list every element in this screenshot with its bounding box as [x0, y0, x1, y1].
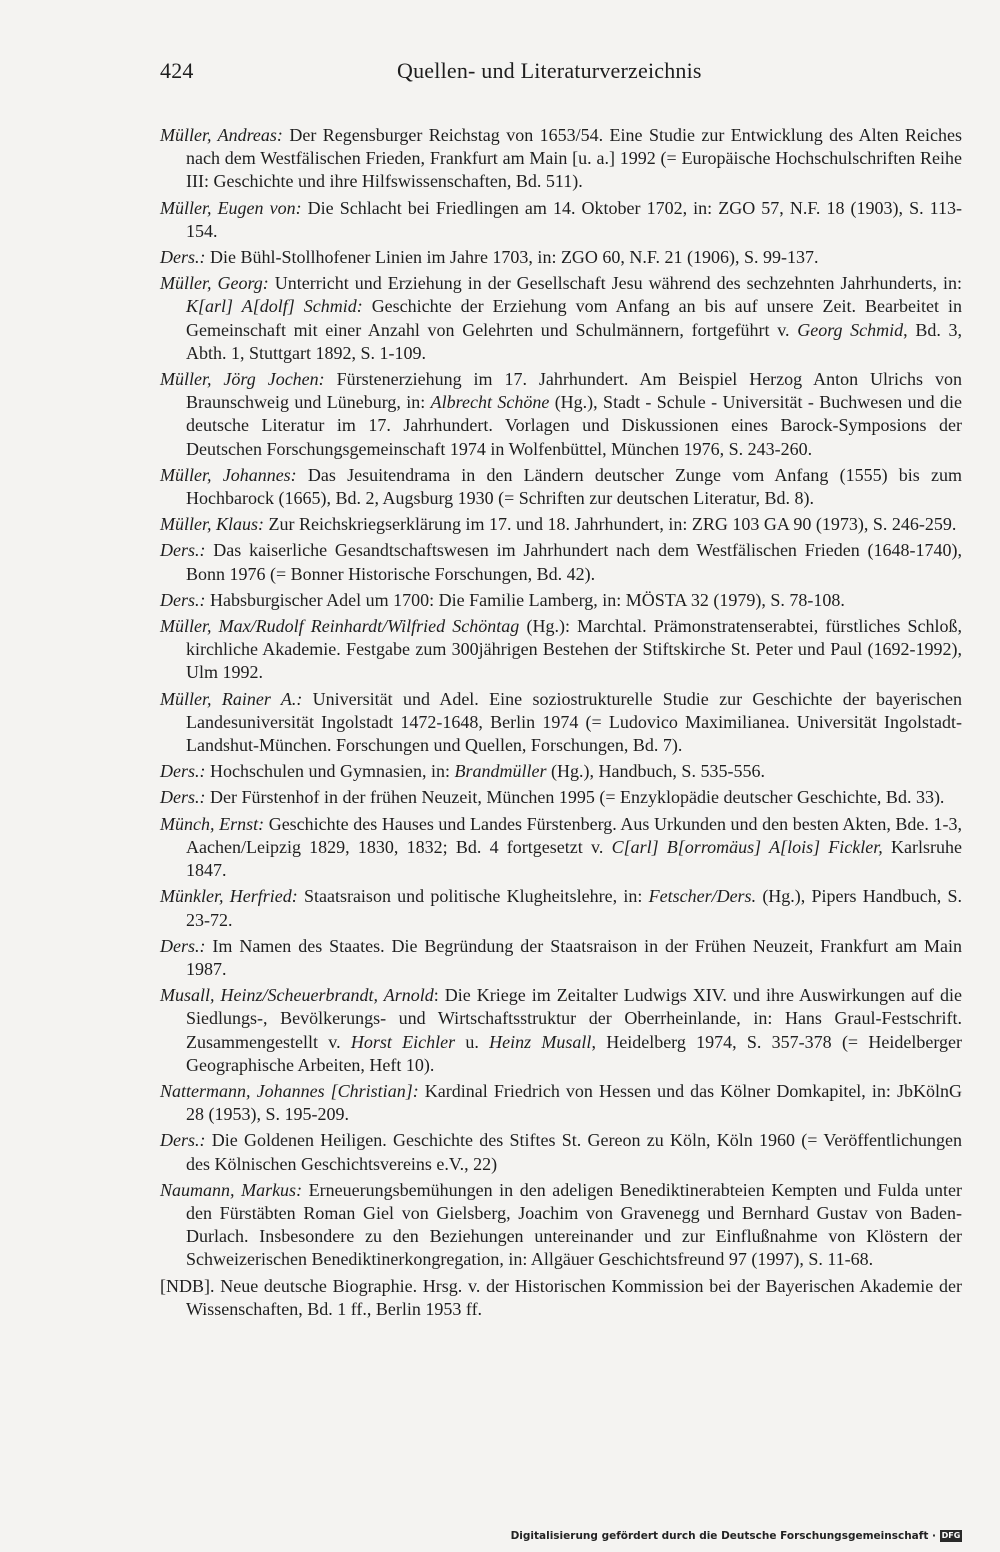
entry-text: , Bd. 3, Abth. 1, Stuttgart 1892, S. 1-109. — [186, 319, 962, 363]
entry-italic-ref: Fetscher/Ders. — [648, 886, 757, 907]
entry-author: Müller, Max/Rudolf Reinhardt/Wilfried Schöntag — [160, 616, 520, 637]
bibliography-entry — [160, 1129, 962, 1175]
entry-text: Die Bühl-Stollhofener Linien im Jahre 1703, in: ZGO 60, N.F. 21 (1906), S. 99-137. — [205, 247, 819, 268]
entry-italic-ref: C[arl] B[orromäus] A[lois] Fickler, — [611, 836, 883, 857]
bibliography-entry — [160, 760, 962, 783]
entry-text: (Hg.), Handbuch, S. 535-556. — [546, 761, 765, 782]
entry-author: Ders.: — [160, 589, 206, 610]
entry-author: Ders.: — [160, 1130, 206, 1151]
bibliography-entry — [160, 1080, 962, 1126]
entry-text: Fürstenerziehung im 17. Jahrhundert. Am Beispiel Herzog Anton Ulrichs von Braunschweig und Lüneburg, in: — [186, 369, 962, 413]
entry-text: Zur Reichskriegserklärung im 17. und 18. Jahrhundert, in: ZRG 103 GA 90 (1973), S. 246-259. — [264, 514, 957, 535]
entry-text: : Die Kriege im Zeitalter Ludwigs XIV. und ihre Auswirkungen auf die Siedlungs-, Bevölkerungs- und Wirtschaftsstruktur der Oberrheinlande, in: Hans Graul-Festschrift. Zusammengestellt v. — [186, 985, 962, 1052]
entry-text: Habsburgischer Adel um 1700: Die Familie Lamberg, in: MÖSTA 32 (1979), S. 78-108. — [205, 589, 845, 610]
bibliography-entry — [160, 368, 962, 461]
bibliography-entry — [160, 464, 962, 510]
bibliography-entry — [160, 786, 962, 809]
entry-text: Die Schlacht bei Friedlingen am 14. Oktober 1702, in: ZGO 57, N.F. 18 (1903), S. 113-154. — [186, 197, 963, 241]
entry-author: Müller, Georg: — [160, 273, 269, 294]
entry-author: Münch, Ernst: — [160, 813, 265, 834]
bibliography-entry — [160, 197, 962, 243]
entry-author: Nattermann, Johannes [Christian]: — [160, 1080, 419, 1101]
entry-italic-ref: Heinz Musall — [489, 1031, 592, 1052]
bibliography-entry — [160, 885, 962, 931]
page-number: 424 — [160, 58, 194, 83]
entry-text: Universität und Adel. Eine soziostrukturelle Studie zur Geschichte der bayerischen Landesuniversität Ingolstadt 1472-1648, Berlin 1974 (= Ludovico Maximilianea. Universität Ingolstadt-Landshut-München. Forschungen und Quellen, Forschungen, Bd. 7). — [186, 688, 962, 756]
entry-italic-ref: Brandmüller — [454, 761, 547, 782]
bibliography-entry — [160, 984, 962, 1077]
entry-text: (Hg.), Stadt - Schule - Universität - Buchwesen und die deutsche Literatur im 17. Jahrhundert. Vorlagen und Diskussionen eines Barock-Symposions der Deutschen Forschungsgemeinschaft 1974 in Wolfenbüttel, München 1976, S. 243-260. — [186, 392, 962, 459]
bibliography-entry — [160, 589, 962, 612]
entry-author: Müller, Andreas: — [160, 125, 283, 145]
entry-author: Müller, Klaus: — [160, 514, 265, 535]
digitization-credit — [511, 1530, 962, 1542]
entry-text: Staatsraison und politische Klugheitslehre, in: — [297, 886, 649, 907]
entry-text: Das kaiserliche Gesandtschaftswesen im Jahrhundert nach dem Westfälischen Frieden (1648-1740), Bonn 1976 (= Bonner Historische Forschungen, Bd. 42). — [186, 540, 962, 584]
entry-text: Kardinal Friedrich von Hessen und das Kölner Domkapitel, in: JbKölnG 28 (1953), S. 195-209. — [186, 1080, 962, 1125]
bibliography-entry — [160, 1179, 962, 1272]
bibliography-entry — [160, 615, 962, 685]
entry-text: Erneuerungsbemühungen in den adeligen Benediktinerabteien Kempten und Fulda unter den Fürstäbten Roman Giel von Gielsberg, Joachim von Gravenegg und Bernhard Gustav von Baden-Durlach. Insbesondere zu den Beziehungen untereinander und zur Einflußnahme von Klöstern der Schweizerischen Benediktinerkongregation, in: Allgäuer Geschichtsfreund 97 (1997), S. 11-68. — [186, 1179, 962, 1270]
entry-italic-ref: K[arl] A[dolf] Schmid: — [186, 296, 363, 317]
bibliography-entry — [160, 813, 962, 883]
entry-text: Unterricht und Erziehung in der Gesellschaft Jesu während des sechzehnten Jahrhunderts, in: — [268, 273, 962, 294]
entry-text: Die Goldenen Heiligen. Geschichte des Stiftes St. Gereon zu Köln, Köln 1960 (= Veröffentlichungen des Kölnischen Geschichtsvereins e.V., 22) — [186, 1130, 962, 1174]
entry-author: Ders.: — [160, 540, 206, 561]
entry-author: Ders.: — [160, 247, 206, 268]
bibliography-entry — [160, 513, 962, 536]
entry-text: Geschichte des Hauses und Landes Fürstenberg. Aus Urkunden und den besten Akten, Bde. 1-3, Aachen/Leipzig 1829, 1830, 1832; Bd. 4 fortgesetzt v. — [186, 813, 962, 857]
entry-text: Der Regensburger Reichstag von 1653/54. Eine Studie zur Entwicklung des Alten Reiches nach dem Westfälischen Frieden, Frankfurt am Main [u. a.] 1992 (= Europäische Hochschulschriften Reihe III: Geschichte und ihre Hilfswissenschaften, Bd. 511). — [186, 125, 962, 192]
entry-text: Das Jesuitendrama in den Ländern deutscher Zunge vom Anfang (1555) bis zum Hochbarock (1665), Bd. 2, Augsburg 1930 (= Schriften zur deutschen Literatur, Bd. 8). — [186, 464, 962, 509]
entry-text: (Hg.), Pipers Handbuch, S. 23-72. — [186, 886, 963, 930]
entry-text: Karlsruhe 1847. — [186, 836, 962, 881]
bibliography-entry — [160, 935, 962, 981]
bibliography-entry — [160, 124, 962, 194]
dfg-logo-icon: DFG — [941, 1531, 961, 1540]
entry-text: [NDB]. Neue deutsche Biographie. Hrsg. v. der Historischen Kommission bei der Bayerischen Akademie der Wissenschaften, Bd. 1 ff., Berlin 1953 ff. — [160, 1275, 962, 1319]
entry-author: Müller, Rainer A.: — [160, 688, 303, 709]
bibliography-entry — [160, 272, 962, 365]
bibliography-entry — [160, 688, 962, 758]
entry-text: u. — [455, 1031, 490, 1052]
entry-italic-ref: Albrecht Schöne — [430, 392, 550, 413]
entry-author: Müller, Eugen von: — [160, 197, 302, 218]
entry-author: Naumann, Markus: — [160, 1179, 303, 1200]
entry-author: Münkler, Herfried: — [160, 886, 298, 907]
entry-author: Ders.: — [160, 787, 206, 808]
entry-text: , Heidelberg 1974, S. 357-378 (= Heidelberger Geographische Arbeiten, Heft 10). — [186, 1031, 962, 1075]
entry-text: Der Fürstenhof in der frühen Neuzeit, München 1995 (= Enzyklopädie deutscher Geschichte, Bd. 33). — [205, 787, 945, 808]
bibliography-entry — [160, 246, 962, 269]
entry-author: Ders.: — [160, 761, 206, 782]
bibliography-entry — [160, 1275, 962, 1321]
entry-author: Müller, Jörg Jochen: — [160, 369, 325, 390]
entry-text: Im Namen des Staates. Die Begründung der Staatsraison in der Frühen Neuzeit, Frankfurt am Main 1987. — [186, 935, 962, 979]
entry-text: (Hg.): Marchtal. Prämonstratenserabtei, fürstliches Schloß, kirchliche Akademie. Festgabe zum 300jährigen Bestehen der Stiftskirche St. Peter und Paul (1692-1992), Ulm 1992. — [186, 616, 962, 683]
entry-author: Müller, Johannes: — [160, 464, 297, 485]
entry-italic-ref: Horst Eichler — [350, 1031, 456, 1052]
bibliography-list — [160, 124, 962, 1324]
bibliography-entry — [160, 539, 962, 585]
entry-italic-ref: Georg Schmid — [797, 319, 904, 340]
entry-text: Hochschulen und Gymnasien, in: — [205, 761, 455, 782]
running-title: Quellen- und Literaturverzeichnis — [397, 58, 702, 83]
credit-text: Digitalisierung gefördert durch die Deutsche Forschungsgemeinschaft · — [510, 1530, 936, 1542]
entry-author: Ders.: — [160, 935, 206, 956]
entry-author: Musall, Heinz/Scheuerbrandt, Arnold — [160, 985, 434, 1006]
entry-text: Geschichte der Erziehung vom Anfang an bis auf unsere Zeit. Bearbeitet in Gemeinschaft mit einer Anzahl von Gelehrten und Schulmännern, fortgeführt v. — [186, 296, 962, 340]
